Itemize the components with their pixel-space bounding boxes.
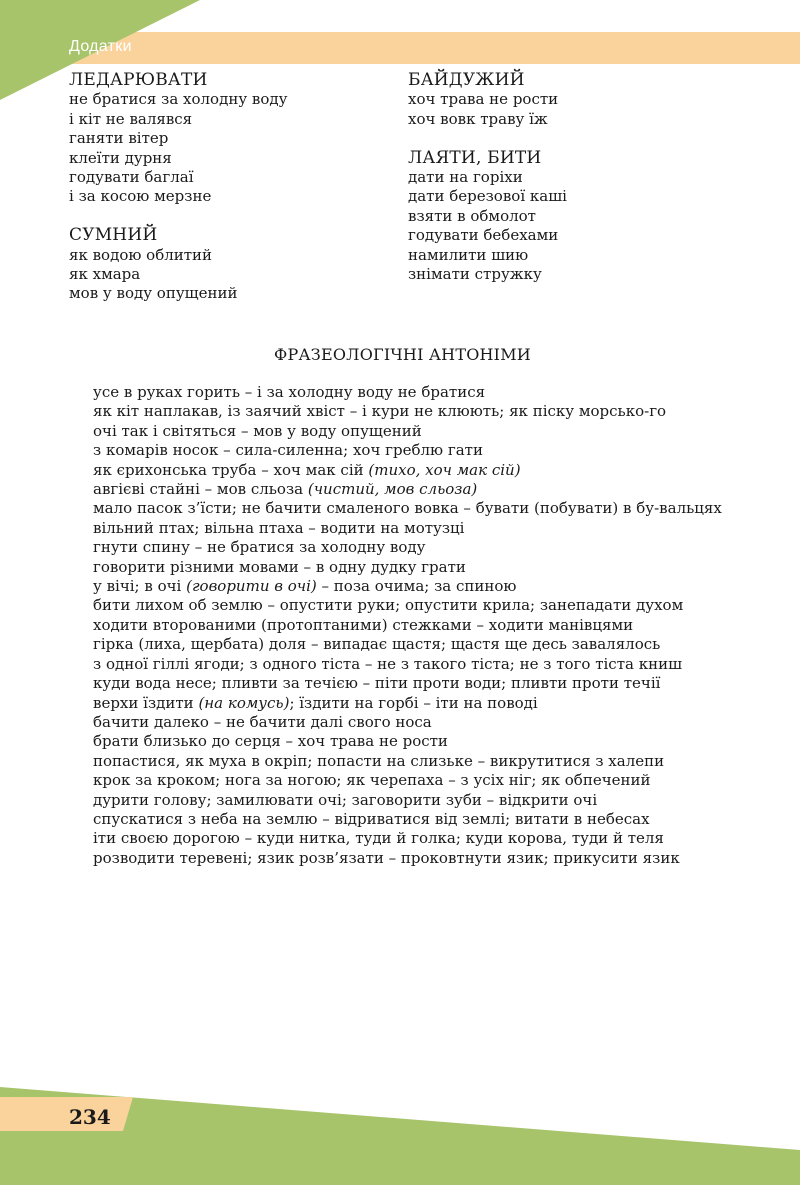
antonym-line (69, 849, 736, 868)
antonym-text: дурити голову; замилювати очі; заговорити зуби – відкрити очі (93, 790, 598, 809)
header-section-label: Додатки (69, 38, 132, 55)
synonym-item: клеїти дурня (69, 148, 172, 167)
synonym-group-title: ЛАЯТИ, БИТИ (408, 147, 542, 168)
antonym-line (69, 674, 736, 693)
synonym-item: дати на горіхи (408, 168, 523, 187)
antonym-text: верхи їздити (93, 693, 199, 712)
antonym-text: вільний птах; вільна птаха – водити на мотузці (93, 518, 465, 537)
antonym-line (69, 383, 736, 402)
antonym-text: розводити теревені; язик розв’язати – проковтнути язик; прикусити язик (93, 848, 680, 867)
antonym-line (69, 635, 736, 654)
synonym-group (69, 71, 389, 207)
antonym-note: (на комусь) (198, 693, 290, 712)
antonym-text: усе в руках горить – і за холодну воду не братися (93, 383, 486, 401)
antonym-line (69, 461, 736, 480)
synonym-item: ганяти вітер (69, 129, 169, 148)
antonym-text: як єрихонська труба – хоч мак сій (93, 460, 369, 479)
synonym-item: як водою облитий (69, 245, 213, 264)
synonym-item: годувати бебехами (408, 226, 559, 245)
synonym-list (69, 246, 389, 304)
antonym-text: у вічі; в очі (93, 577, 187, 596)
synonyms-left-column (69, 71, 389, 323)
synonym-group (69, 226, 389, 304)
antonym-note: (тихо, хоч мак сій) (368, 460, 521, 479)
antonym-line (69, 752, 736, 771)
antonym-line (69, 713, 736, 732)
antonym-line (69, 499, 736, 518)
antonym-line (69, 519, 736, 538)
synonym-item: і кіт не валявся (69, 109, 193, 128)
synonym-item: дати березової каші (408, 187, 567, 206)
synonym-group (408, 149, 738, 285)
antonym-line (69, 402, 736, 421)
antonym-line (69, 694, 736, 713)
antonym-line (69, 558, 736, 577)
synonym-item: хоч трава не рости (408, 90, 559, 109)
antonym-text: ходити второваними (протоптаними) стежками – ходити манівцями (93, 615, 634, 634)
synonym-group-title: СУМНИЙ (69, 225, 158, 246)
synonym-item: мов у воду опущений (69, 284, 238, 303)
antonym-line (69, 538, 736, 557)
synonym-list (408, 90, 738, 129)
antonym-text: авгієві стайні – мов сльоза (93, 480, 308, 499)
antonym-line (69, 616, 736, 635)
page-number: 234 (69, 1105, 111, 1129)
antonym-text: мало пасок з’їсти; не бачити смаленого вовка – бувати (побувати) в бу-вальцях (93, 499, 722, 518)
antonym-note: (чистий, мов сльоза) (307, 480, 478, 499)
antonym-text: куди вода несе; пливти за течією – піти проти води; пливти проти течії (93, 674, 661, 693)
synonym-list (408, 168, 738, 284)
antonym-text: з одної гіллі ягоди; з одного тіста – не з такого тіста; не з того тіста книш (93, 654, 683, 673)
antonym-text: з комарів носок – сила-силенна; хоч греблю гати (93, 441, 483, 460)
antonym-text: попастися, як муха в окріп; попасти на слизьке – викрутитися з халепи (93, 751, 665, 770)
synonym-item: знімати стружку (408, 265, 542, 284)
antonym-line (69, 829, 736, 848)
synonym-group (408, 71, 738, 129)
synonym-item: і за косою мерзне (69, 187, 212, 206)
antonym-text: бити лихом об землю – опустити руки; опустити крила; занепадати духом (93, 596, 684, 615)
antonym-text: очі так і світяться – мов у воду опущений (93, 421, 422, 440)
antonym-text: бачити далеко – не бачити далі свого носа (93, 712, 432, 731)
antonym-line (69, 480, 736, 499)
synonym-group-title: БАЙДУЖИЙ (408, 70, 525, 90)
antonym-note: (говорити в очі) (186, 577, 317, 596)
synonym-item: не братися за холодну воду (69, 90, 288, 109)
antonym-text-after: ; їздити на горбі – іти на поводі (289, 693, 538, 712)
antonym-text: говорити різними мовами – в одну дудку грати (93, 557, 466, 576)
antonym-line (69, 810, 736, 829)
page-number-tab (0, 1097, 133, 1131)
antonym-line (69, 596, 736, 615)
synonym-item: взяти в обмолот (408, 206, 536, 225)
antonym-line (69, 441, 736, 460)
synonyms-right-column (408, 71, 738, 304)
antonyms-list (69, 383, 736, 868)
antonyms-section-title: ФРАЗЕОЛОГІЧНІ АНТОНІМИ (274, 345, 531, 364)
antonym-line (69, 732, 736, 751)
synonym-group-title: ЛЕДАРЮВАТИ (69, 70, 208, 90)
antonym-text: гнути спину – не братися за холодну воду (93, 538, 426, 557)
synonym-list (69, 90, 389, 206)
antonym-text: спускатися з неба на землю – відриватися від землі; витати в небесах (93, 809, 650, 828)
synonym-item: хоч вовк траву їж (408, 109, 548, 128)
antonym-text: крок за кроком; нога за ногою; як черепаха – з усіх ніг; як обпечений (93, 771, 651, 790)
antonym-line (69, 655, 736, 674)
synonym-item: годувати баглаї (69, 168, 194, 187)
antonym-line (69, 791, 736, 810)
antonym-text: гірка (лиха, щербата) доля – випадає щастя; щастя ще десь завалялось (93, 635, 661, 654)
antonym-line (69, 771, 736, 790)
synonym-item: як хмара (69, 265, 141, 284)
antonym-text: брати близько до серця – хоч трава не рости (93, 732, 448, 751)
antonym-text-after: – поза очима; за спиною (316, 577, 517, 596)
antonym-text: іти своєю дорогою – куди нитка, туди й голка; куди корова, туди й теля (93, 829, 664, 848)
antonym-text: як кіт наплакав, із заячий хвіст – і кури не клюють; як піску морсько-го (93, 402, 667, 421)
antonym-line (69, 577, 736, 596)
synonym-item: намилити шию (408, 245, 529, 264)
antonym-line (69, 422, 736, 441)
